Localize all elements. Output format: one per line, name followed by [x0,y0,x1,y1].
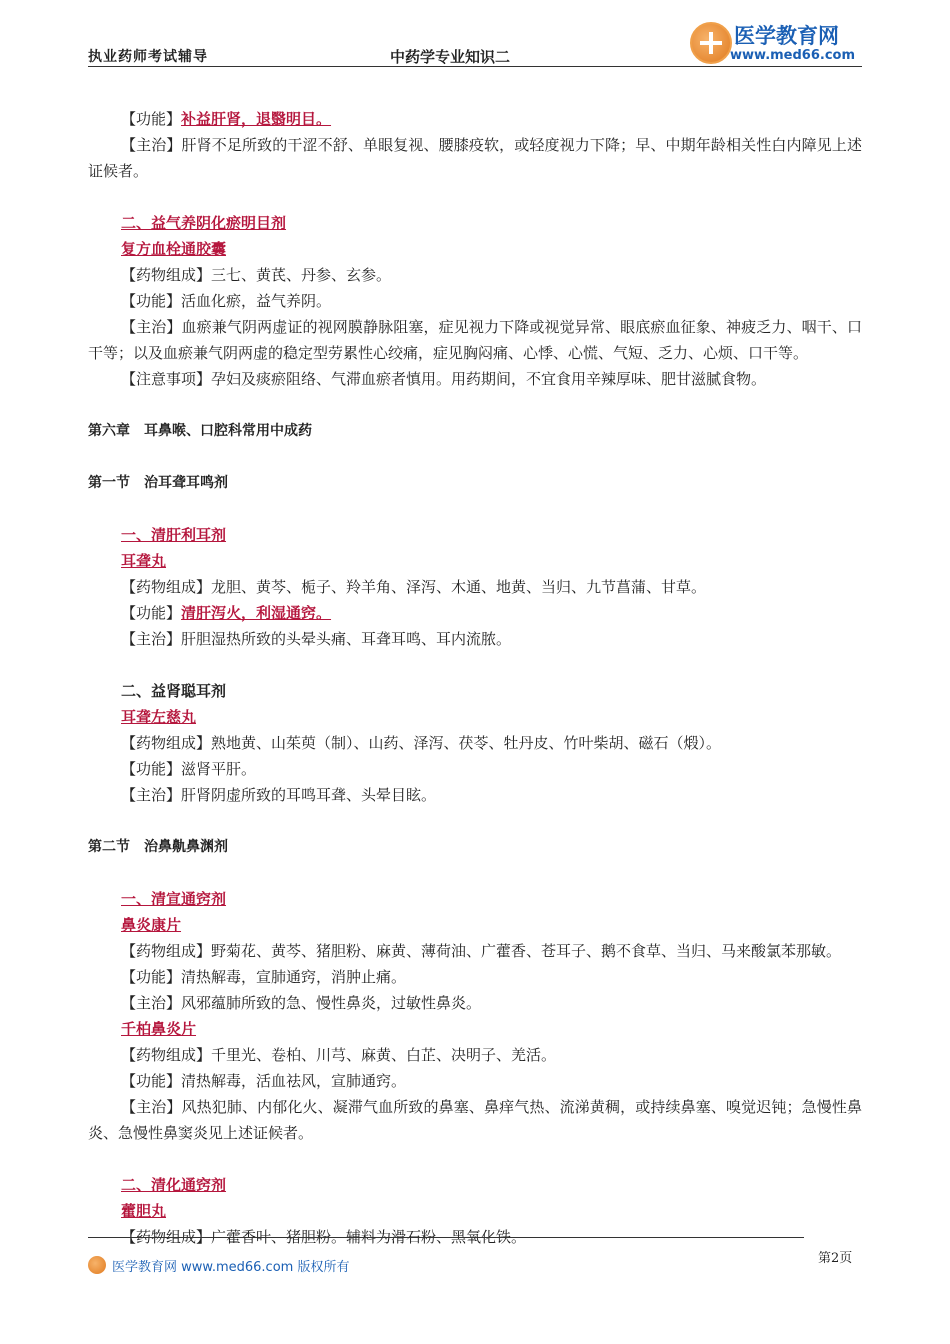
section-heading: 第一节 治耳聋耳鸣剂 [88,475,228,491]
subheading-text: 二、益气养阴化瘀明目剂 [121,214,287,232]
subheading [88,1198,862,1224]
logo-name: 医学教育网 [734,24,839,48]
paragraph [88,106,862,132]
subheading [88,678,862,704]
paragraph: 【主治】风邪蕴肺所致的急、慢性鼻炎，过敏性鼻炎。 [121,994,482,1012]
subheading [88,522,862,548]
subheading-text: 藿胆丸 [121,1202,167,1220]
field-label: 【功能】 [121,110,182,128]
paragraph: 【主治】血瘀兼气阴两虚证的视网膜静脉阻塞，症见视力下降或视觉异常、眼底瘀血征象、神疲乏力、咽干、口干等；以及血瘀兼气阴两虚的稳定型劳累性心绞痛，症见胸闷痛、心悸、心慌、气短、乏力、心烦、口干等。 [88,318,862,362]
footer-divider [88,1237,804,1238]
subheading [88,912,862,938]
blank-line [88,392,862,418]
paragraph: 【功能】活血化瘀，益气养阴。 [121,292,332,310]
subheading [88,1172,862,1198]
blank-line [88,444,862,470]
subheading-text: 二、清化通窍剂 [121,1176,227,1194]
paragraph: 【药物组成】三七、黄芪、丹参、玄参。 [121,266,392,284]
paragraph [88,600,862,626]
logo-url: www.med66.com [730,48,856,63]
paragraph: 【注意事项】孕妇及痰瘀阻络、气滞血瘀者慎用。用药期间，不宜食用辛辣厚味、肥甘滋腻食物。 [121,370,767,388]
section-heading: 第二节 治鼻鼽鼻渊剂 [88,839,228,855]
subheading-text: 千柏鼻炎片 [121,1020,197,1038]
subheading-text: 耳聋左慈丸 [121,708,197,726]
subheading-text: 复方血栓通胶囊 [121,240,227,258]
subheading [88,886,862,912]
subheading [88,548,862,574]
blank-line [88,808,862,834]
paragraph: 【主治】肝胆湿热所致的头晕头痛、耳聋耳鸣、耳内流脓。 [121,630,512,648]
highlighted-text: 清肝泻火，利湿通窍。 [181,604,332,622]
header-divider [88,66,862,67]
section-heading: 第六章 耳鼻喉、口腔科常用中成药 [88,423,312,439]
paragraph: 【主治】肝肾不足所致的干涩不舒、单眼复视、腰膝疫软，或轻度视力下降；早、中期年龄相关性白内障见上述证候者。 [88,136,862,180]
paragraph: 【功能】清热解毒，活血祛风，宣肺通窍。 [121,1072,407,1090]
subheading-text: 二、益肾聪耳剂 [121,682,227,700]
paragraph: 【药物组成】野菊花、黄芩、猪胆粉、麻黄、薄荷油、广藿香、苍耳子、鹅不食草、当归、马来酸氯苯那敏。 [121,942,842,960]
site-logo [690,20,870,68]
paragraph: 【药物组成】龙胆、黄芩、栀子、羚羊角、泽泻、木通、地黄、当归、九节菖蒲、甘草。 [121,578,707,596]
subheading-text: 一、清宣通窍剂 [121,890,227,908]
blank-line [88,496,862,522]
footer-logo-icon [88,1256,106,1274]
paragraph: 【药物组成】千里光、卷柏、川芎、麻黄、白芷、决明子、羌活。 [121,1046,557,1064]
subheading [88,236,862,262]
blank-line [88,184,862,210]
paragraph: 【药物组成】熟地黄、山茱萸（制）、山药、泽泻、茯苓、牡丹皮、竹叶柴胡、磁石（煅）。 [121,734,722,752]
paragraph: 【药物组成】广藿香叶、猪胆粉。辅料为滑石粉、黑氧化铁。 [121,1228,527,1246]
subheading-text: 一、清肝利耳剂 [121,526,227,544]
header-left-title: 执业药师考试辅导 [88,49,208,65]
paragraph: 【主治】肝肾阴虚所致的耳鸣耳聋、头晕目眩。 [121,786,437,804]
subheading [88,704,862,730]
highlighted-text: 补益肝肾，退翳明目。 [181,110,332,128]
header-center-title: 中药学专业知识二 [390,48,511,66]
subheading [88,210,862,236]
blank-line [88,860,862,886]
document-body [88,106,862,1250]
paragraph: 【功能】滋肾平肝。 [121,760,257,778]
paragraph: 【主治】风热犯肺、内郁化火、凝滞气血所致的鼻塞、鼻痒气热、流涕黄稠，或持续鼻塞、嗅觉迟钝；急慢性鼻炎、急慢性鼻窦炎见上述证候者。 [88,1098,862,1142]
logo-cross-icon [690,22,732,64]
subheading [88,1016,862,1042]
paragraph: 【功能】清热解毒，宣肺通窍，消肿止痛。 [121,968,407,986]
field-label: 【功能】 [121,604,182,622]
footer-copyright: 医学教育网 www.med66.com 版权所有 [112,1260,350,1275]
blank-line [88,652,862,678]
page-number: 第2页 [818,1251,853,1266]
blank-line [88,1146,862,1172]
subheading-text: 鼻炎康片 [121,916,182,934]
subheading-text: 耳聋丸 [121,552,167,570]
